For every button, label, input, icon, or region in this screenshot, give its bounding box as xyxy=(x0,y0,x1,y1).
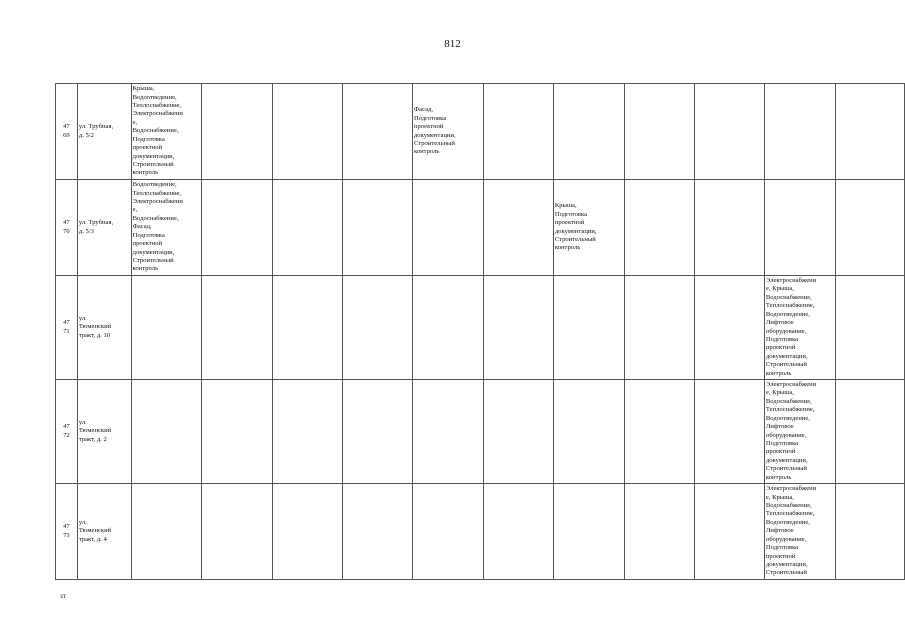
works-cell: Электроснабжени е, Крыша, Водоснабжение, Теплоснабжение, Водоотведение, Лифтовое оборудование, Подготовка проектной документации, Строительный xyxy=(764,484,835,580)
empty-cell xyxy=(835,484,904,580)
empty-cell xyxy=(624,180,694,276)
empty-cell xyxy=(835,180,904,276)
empty-cell xyxy=(272,484,342,580)
works-cell: Фасад, Подготовка проектной документации, Строительный контроль xyxy=(412,84,483,180)
empty-cell xyxy=(412,380,483,484)
page-number: 812 xyxy=(444,38,461,50)
empty-cell xyxy=(272,84,342,180)
table-row xyxy=(56,380,905,484)
empty-cell xyxy=(131,484,202,580)
empty-cell xyxy=(553,484,624,580)
empty-cell xyxy=(483,180,553,276)
empty-cell xyxy=(272,380,342,484)
row-number-cell: 47 72 xyxy=(56,380,78,484)
empty-cell xyxy=(483,84,553,180)
address-cell: ул. Тюменский тракт, д. 10 xyxy=(77,276,131,380)
empty-cell xyxy=(553,380,624,484)
works-cell: Водоотведение, Теплоснабжение, Электроснабжени е, Водоснабжение, Фасад, Подготовка проектной документации, Строительный контроль xyxy=(131,180,202,276)
empty-cell xyxy=(483,484,553,580)
empty-cell xyxy=(553,84,624,180)
works-cell: Электроснабжени е, Крыша, Водоснабжение, Теплоснабжение, Водоотведение, Лифтовое оборудование, Подготовка проектной документации, Строительный контроль xyxy=(764,380,835,484)
address-cell: ул. Тюменский тракт, д. 4 xyxy=(77,484,131,580)
empty-cell xyxy=(412,276,483,380)
empty-cell xyxy=(764,180,835,276)
empty-cell xyxy=(483,380,553,484)
empty-cell xyxy=(412,180,483,276)
empty-cell xyxy=(764,84,835,180)
empty-cell xyxy=(694,276,764,380)
works-cell: Крыша, Водоотведение, Теплоснабжение, Электроснабжени е, Водоснабжение, Подготовка проектной документации, Строительный контроль xyxy=(131,84,202,180)
empty-cell xyxy=(835,380,904,484)
empty-cell xyxy=(342,484,412,580)
empty-cell xyxy=(553,276,624,380)
table-row xyxy=(56,484,905,580)
address-cell: ул. Трубная, д. 5/3 xyxy=(77,180,131,276)
row-number-cell: 47 70 xyxy=(56,180,78,276)
table-row xyxy=(56,84,905,180)
empty-cell xyxy=(342,180,412,276)
empty-cell xyxy=(202,276,272,380)
empty-cell xyxy=(624,276,694,380)
empty-cell xyxy=(131,276,202,380)
row-number-cell: 47 71 xyxy=(56,276,78,380)
table-row xyxy=(56,276,905,380)
empty-cell xyxy=(272,180,342,276)
empty-cell xyxy=(835,84,904,180)
empty-cell xyxy=(483,276,553,380)
empty-cell xyxy=(694,84,764,180)
empty-cell xyxy=(694,484,764,580)
row-number-cell: 47 73 xyxy=(56,484,78,580)
empty-cell xyxy=(202,84,272,180)
empty-cell xyxy=(624,484,694,580)
empty-cell xyxy=(272,276,342,380)
empty-cell xyxy=(202,484,272,580)
footer-code: зт xyxy=(60,592,66,600)
row-number-cell: 47 69 xyxy=(56,84,78,180)
address-cell: ул. Тюменский тракт, д. 2 xyxy=(77,380,131,484)
table-row xyxy=(56,180,905,276)
works-schedule-table xyxy=(55,83,905,580)
empty-cell xyxy=(131,380,202,484)
empty-cell xyxy=(342,380,412,484)
address-cell: ул. Трубная, д. 5/2 xyxy=(77,84,131,180)
empty-cell xyxy=(694,180,764,276)
works-cell: Электроснабжени е, Крыша, Водоснабжение, Теплоснабжение, Водоотведение, Лифтовое оборудование, Подготовка проектной документации, Строительный контроль xyxy=(764,276,835,380)
empty-cell xyxy=(202,380,272,484)
works-cell: Крыша, Подготовка проектной документации, Строительный контроль xyxy=(553,180,624,276)
empty-cell xyxy=(694,380,764,484)
empty-cell xyxy=(412,484,483,580)
empty-cell xyxy=(624,84,694,180)
empty-cell xyxy=(342,84,412,180)
empty-cell xyxy=(202,180,272,276)
empty-cell xyxy=(342,276,412,380)
empty-cell xyxy=(624,380,694,484)
empty-cell xyxy=(835,276,904,380)
